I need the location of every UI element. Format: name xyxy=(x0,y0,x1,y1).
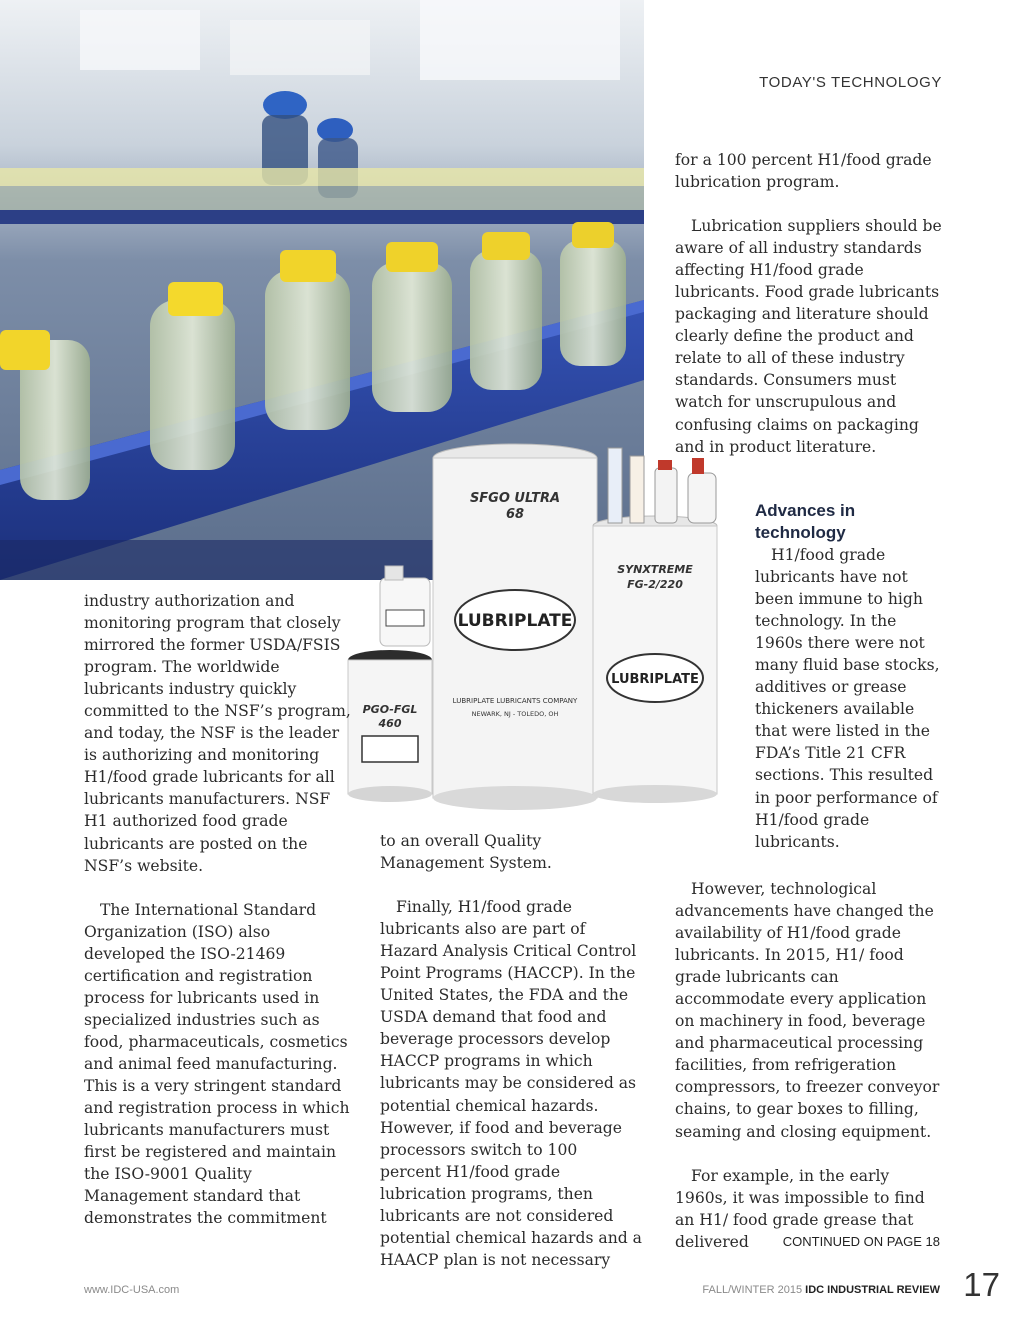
svg-text:SYNXTREME: SYNXTREME xyxy=(617,563,693,576)
svg-text:SFGO ULTRA: SFGO ULTRA xyxy=(469,491,561,506)
paragraph: For example, in the early 1960s, it was impossible to find an H1/ food grade grease that delivered xyxy=(675,1166,925,1251)
aerosol-and-tube-products xyxy=(608,448,716,523)
paragraph: industry authorization and monitoring program that closely mirrored the former USDA/FSIS program. The worldwide lubricants industry quickly committed to the NSF’s program, and today, the NSF is the leader is authorizing and monitoring H1/food grade lubricants for all lubricants manufacturers. NSF H1 authorized food grade lubricants are posted on the NSF’s website. xyxy=(84,592,351,875)
paragraph: Finally, H1/food grade lubricants also are part of Hazard Analysis Critical Control Point Programs (HACCP). In the United States, the FDA and the USDA demand that food and beverage processors develop HACCP programs in which lubricants may be considered as potential chemical hazards. However, if food and beverage processors switch to 100 percent H1/food grade lubrication programs, then lubricants are not considered potential chemical hazards and a HAACP plan is not necessary xyxy=(380,898,642,1269)
paragraph: Lubrication suppliers should be aware of all industry standards affecting H1/food grade lubricants. Food grade lubricants packaging and literature should clearly define the product and relate to all of these industry standards. Consumers must watch for unscrupulous and confusing claims on packaging and in product literature. xyxy=(675,217,942,456)
paragraph: H1/food grade lubricants have not been immune to high technology. In the 1960s there were not many fluid base stocks, additives or grease thickeners available that were listed in the FDA’s Title 21 CFR sections. This resulted in poor performance of H1/food grade lubricants. xyxy=(755,546,940,851)
gallon-jug xyxy=(380,566,430,646)
column-right-wrap xyxy=(755,500,943,853)
footer-website[interactable]: www.IDC-USA.com xyxy=(84,1284,180,1296)
column-middle xyxy=(380,830,642,1271)
paragraph: However, technological advancements have changed the availability of H1/food grade lubricants. In 2015, H1/ food grade lubricants can accommodate every application on machinery in food, beverage and pharmaceutical processing facilities, from refrigeration compressors, to freezer conveyor chains, to gear boxes to filling, seaming and closing equipment. xyxy=(675,880,940,1141)
svg-text:LUBRIPLATE LUBRICANTS COMPANY: LUBRIPLATE LUBRICANTS COMPANY xyxy=(452,697,578,705)
svg-text:460: 460 xyxy=(378,717,402,730)
drum-synxtreme xyxy=(593,516,717,803)
page-number: 17 xyxy=(963,1266,1000,1303)
drum-sfgo-ultra xyxy=(433,444,597,810)
svg-text:PGO-FGL: PGO-FGL xyxy=(362,703,418,716)
pail-pgo-fgl xyxy=(348,650,432,802)
lubriplate-products-image xyxy=(340,438,740,828)
paragraph: to an overall Quality Management System. xyxy=(380,832,552,873)
subheading: Advances in technology xyxy=(755,501,856,542)
paragraph: The International Standard Organization (ISO) also developed the ISO-21469 certification and registration process for lubricants used in specialized industries such as food, pharmaceuticals, cosmetics and animal feed manufacturing. This is a very stringent standard and registration process in which lubricants manufacturers must first be registered and maintain the ISO-9001 Quality Management standard that demonstrates the commitment xyxy=(84,900,350,1228)
svg-text:NEWARK, NJ - TOLEDO, OH: NEWARK, NJ - TOLEDO, OH xyxy=(471,710,559,718)
section-heading: TODAY'S TECHNOLOGY xyxy=(759,74,942,91)
svg-text:68: 68 xyxy=(505,507,525,522)
paragraph: for a 100 percent H1/food grade lubrication program. xyxy=(675,151,932,192)
footer-publication: FALL/WINTER 2015 IDC INDUSTRIAL REVIEW xyxy=(702,1284,940,1296)
column-right-top xyxy=(675,149,943,458)
svg-text:LUBRIPLATE: LUBRIPLATE xyxy=(611,672,699,687)
svg-text:LUBRIPLATE: LUBRIPLATE xyxy=(457,611,573,631)
svg-text:FG-2/220: FG-2/220 xyxy=(627,578,683,591)
column-right-bottom xyxy=(675,878,943,1253)
column-left xyxy=(84,590,354,1229)
continued-notice: CONTINUED ON PAGE 18 xyxy=(782,1234,940,1249)
